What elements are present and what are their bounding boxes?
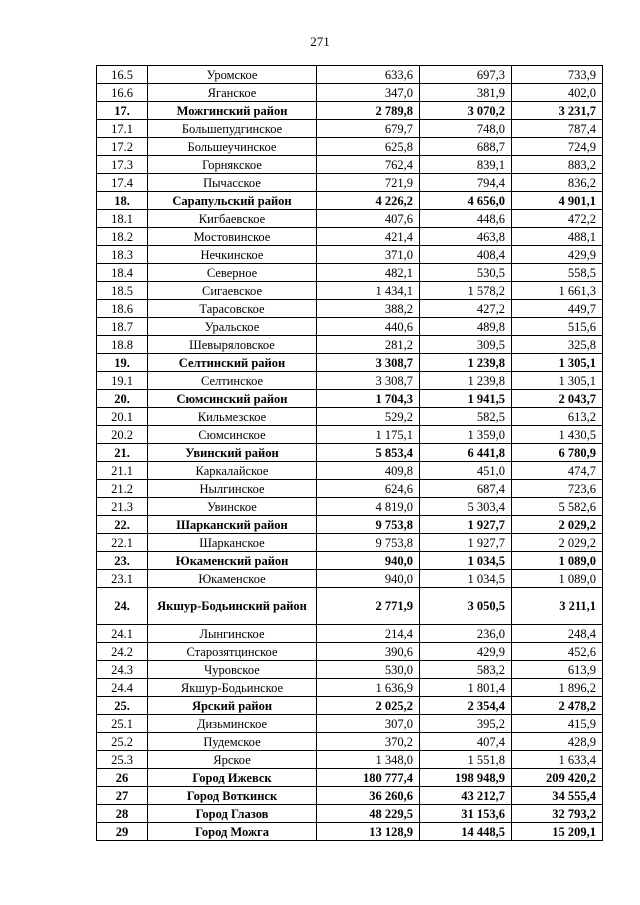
value-col-3: 1 430,5 (512, 426, 603, 444)
table-row (97, 138, 603, 156)
value-col-1: 347,0 (317, 84, 420, 102)
value-col-1: 371,0 (317, 246, 420, 264)
row-name: Пычасское (148, 174, 317, 192)
value-col-3: 209 420,2 (512, 769, 603, 787)
value-col-1: 679,7 (317, 120, 420, 138)
value-col-1: 180 777,4 (317, 769, 420, 787)
value-col-1: 2 789,8 (317, 102, 420, 120)
value-col-1: 3 308,7 (317, 372, 420, 390)
value-col-2: 395,2 (420, 715, 512, 733)
table-row (97, 643, 603, 661)
value-col-2: 3 050,5 (420, 588, 512, 625)
value-col-2: 1 927,7 (420, 516, 512, 534)
value-col-3: 613,2 (512, 408, 603, 426)
value-col-3: 613,9 (512, 661, 603, 679)
row-number: 24.2 (97, 643, 148, 661)
value-col-1: 940,0 (317, 570, 420, 588)
value-col-1: 2 025,2 (317, 697, 420, 715)
row-number: 26 (97, 769, 148, 787)
value-col-1: 4 819,0 (317, 498, 420, 516)
table-row (97, 390, 603, 408)
value-col-2: 688,7 (420, 138, 512, 156)
table-row (97, 174, 603, 192)
row-number: 24. (97, 588, 148, 625)
table-row (97, 462, 603, 480)
table-row (97, 733, 603, 751)
value-col-3: 883,2 (512, 156, 603, 174)
table-row (97, 264, 603, 282)
value-col-1: 409,8 (317, 462, 420, 480)
row-number: 18.1 (97, 210, 148, 228)
row-name: Якшур-Бодьинское (148, 679, 317, 697)
row-number: 22.1 (97, 534, 148, 552)
value-col-3: 2 029,2 (512, 534, 603, 552)
value-col-3: 1 089,0 (512, 570, 603, 588)
value-col-1: 2 771,9 (317, 588, 420, 625)
table-row (97, 318, 603, 336)
row-number: 19.1 (97, 372, 148, 390)
value-col-2: 1 927,7 (420, 534, 512, 552)
value-col-1: 13 128,9 (317, 823, 420, 841)
value-col-1: 1 348,0 (317, 751, 420, 769)
row-name: Селтинский район (148, 354, 317, 372)
value-col-2: 381,9 (420, 84, 512, 102)
table-row (97, 805, 603, 823)
table-row (97, 426, 603, 444)
value-col-1: 1 434,1 (317, 282, 420, 300)
table-row (97, 102, 603, 120)
value-col-1: 390,6 (317, 643, 420, 661)
value-col-2: 582,5 (420, 408, 512, 426)
value-col-1: 9 753,8 (317, 516, 420, 534)
value-col-2: 448,6 (420, 210, 512, 228)
value-col-2: 530,5 (420, 264, 512, 282)
row-name: Шевыряловское (148, 336, 317, 354)
row-name: Яганское (148, 84, 317, 102)
row-number: 21.3 (97, 498, 148, 516)
value-col-3: 32 793,2 (512, 805, 603, 823)
row-name: Город Можга (148, 823, 317, 841)
value-col-1: 4 226,2 (317, 192, 420, 210)
value-col-3: 515,6 (512, 318, 603, 336)
value-col-1: 633,6 (317, 66, 420, 84)
row-name: Старозятцинское (148, 643, 317, 661)
row-number: 18.7 (97, 318, 148, 336)
page-number: 271 (310, 34, 330, 49)
table-row (97, 588, 603, 625)
value-col-1: 5 853,4 (317, 444, 420, 462)
row-name: Горнякское (148, 156, 317, 174)
table-row (97, 246, 603, 264)
value-col-2: 1 551,8 (420, 751, 512, 769)
value-col-3: 4 901,1 (512, 192, 603, 210)
table-row (97, 787, 603, 805)
value-col-1: 940,0 (317, 552, 420, 570)
value-col-3: 724,9 (512, 138, 603, 156)
table-row (97, 823, 603, 841)
row-number: 19. (97, 354, 148, 372)
value-col-2: 31 153,6 (420, 805, 512, 823)
table-row (97, 66, 603, 84)
value-col-1: 1 636,9 (317, 679, 420, 697)
row-name: Можгинский район (148, 102, 317, 120)
value-col-3: 472,2 (512, 210, 603, 228)
table-body (97, 66, 603, 841)
row-name: Сюмсинское (148, 426, 317, 444)
row-name: Каркалайское (148, 462, 317, 480)
value-col-2: 1 359,0 (420, 426, 512, 444)
value-col-1: 407,6 (317, 210, 420, 228)
row-name: Город Глазов (148, 805, 317, 823)
value-col-2: 489,8 (420, 318, 512, 336)
row-name: Шарканское (148, 534, 317, 552)
row-number: 16.6 (97, 84, 148, 102)
row-name: Город Воткинск (148, 787, 317, 805)
row-number: 17.1 (97, 120, 148, 138)
row-number: 25.3 (97, 751, 148, 769)
row-number: 18.3 (97, 246, 148, 264)
value-col-2: 1 239,8 (420, 354, 512, 372)
value-col-2: 14 448,5 (420, 823, 512, 841)
value-col-3: 1 305,1 (512, 372, 603, 390)
table-row (97, 120, 603, 138)
row-number: 21.1 (97, 462, 148, 480)
table-row (97, 210, 603, 228)
row-name: Северное (148, 264, 317, 282)
value-col-3: 1 089,0 (512, 552, 603, 570)
row-number: 16.5 (97, 66, 148, 84)
row-name: Пудемское (148, 733, 317, 751)
value-col-3: 787,4 (512, 120, 603, 138)
row-number: 29 (97, 823, 148, 841)
table-row (97, 228, 603, 246)
row-number: 17.2 (97, 138, 148, 156)
row-number: 28 (97, 805, 148, 823)
row-name: Уральское (148, 318, 317, 336)
value-col-2: 3 070,2 (420, 102, 512, 120)
row-name: Чуровское (148, 661, 317, 679)
value-col-3: 415,9 (512, 715, 603, 733)
row-name: Кигбаевское (148, 210, 317, 228)
value-col-3: 248,4 (512, 625, 603, 643)
row-number: 17. (97, 102, 148, 120)
value-col-2: 4 656,0 (420, 192, 512, 210)
table-row (97, 570, 603, 588)
table-row (97, 715, 603, 733)
row-number: 21. (97, 444, 148, 462)
value-col-3: 3 231,7 (512, 102, 603, 120)
row-name: Ярское (148, 751, 317, 769)
row-number: 18.5 (97, 282, 148, 300)
value-col-2: 463,8 (420, 228, 512, 246)
row-name: Юкаменский район (148, 552, 317, 570)
row-name: Нылгинское (148, 480, 317, 498)
row-number: 21.2 (97, 480, 148, 498)
row-number: 18.6 (97, 300, 148, 318)
value-col-3: 836,2 (512, 174, 603, 192)
value-col-2: 748,0 (420, 120, 512, 138)
value-col-2: 309,5 (420, 336, 512, 354)
table-row (97, 498, 603, 516)
row-name: Большепудгинское (148, 120, 317, 138)
table-row (97, 769, 603, 787)
value-col-2: 1 941,5 (420, 390, 512, 408)
row-number: 18.4 (97, 264, 148, 282)
value-col-3: 2 043,7 (512, 390, 603, 408)
value-col-2: 407,4 (420, 733, 512, 751)
value-col-3: 1 896,2 (512, 679, 603, 697)
table-row (97, 156, 603, 174)
row-name: Ярский район (148, 697, 317, 715)
table-row (97, 192, 603, 210)
row-number: 20.1 (97, 408, 148, 426)
row-name: Сарапульский район (148, 192, 317, 210)
value-col-1: 370,2 (317, 733, 420, 751)
value-col-1: 440,6 (317, 318, 420, 336)
row-number: 25. (97, 697, 148, 715)
value-col-1: 388,2 (317, 300, 420, 318)
value-col-2: 198 948,9 (420, 769, 512, 787)
value-col-3: 2 029,2 (512, 516, 603, 534)
row-name: Дизьминское (148, 715, 317, 733)
value-col-3: 1 633,4 (512, 751, 603, 769)
value-col-2: 839,1 (420, 156, 512, 174)
value-col-2: 6 441,8 (420, 444, 512, 462)
value-col-1: 721,9 (317, 174, 420, 192)
value-col-2: 1 578,2 (420, 282, 512, 300)
value-col-1: 624,6 (317, 480, 420, 498)
value-col-3: 402,0 (512, 84, 603, 102)
row-number: 20. (97, 390, 148, 408)
value-col-2: 427,2 (420, 300, 512, 318)
value-col-3: 1 305,1 (512, 354, 603, 372)
row-name: Лынгинское (148, 625, 317, 643)
table-row (97, 282, 603, 300)
value-col-2: 794,4 (420, 174, 512, 192)
value-col-2: 1 034,5 (420, 552, 512, 570)
row-name: Уромское (148, 66, 317, 84)
row-number: 17.3 (97, 156, 148, 174)
value-col-2: 5 303,4 (420, 498, 512, 516)
row-name: Кильмезское (148, 408, 317, 426)
value-col-2: 236,0 (420, 625, 512, 643)
value-col-2: 2 354,4 (420, 697, 512, 715)
value-col-3: 2 478,2 (512, 697, 603, 715)
value-col-2: 687,4 (420, 480, 512, 498)
row-number: 25.2 (97, 733, 148, 751)
row-number: 23. (97, 552, 148, 570)
value-col-1: 762,4 (317, 156, 420, 174)
row-number: 22. (97, 516, 148, 534)
row-name: Увинский район (148, 444, 317, 462)
value-col-2: 451,0 (420, 462, 512, 480)
value-col-1: 529,2 (317, 408, 420, 426)
row-name: Мостовинское (148, 228, 317, 246)
value-col-2: 1 239,8 (420, 372, 512, 390)
row-name: Сюмсинский район (148, 390, 317, 408)
row-number: 27 (97, 787, 148, 805)
table-row (97, 372, 603, 390)
row-name: Селтинское (148, 372, 317, 390)
row-name: Нечкинское (148, 246, 317, 264)
value-col-3: 5 582,6 (512, 498, 603, 516)
value-col-3: 449,7 (512, 300, 603, 318)
row-name: Юкаменское (148, 570, 317, 588)
row-number: 18. (97, 192, 148, 210)
value-col-2: 1 034,5 (420, 570, 512, 588)
table-row (97, 751, 603, 769)
value-col-3: 558,5 (512, 264, 603, 282)
value-col-2: 697,3 (420, 66, 512, 84)
value-col-1: 421,4 (317, 228, 420, 246)
value-col-2: 43 212,7 (420, 787, 512, 805)
row-number: 17.4 (97, 174, 148, 192)
value-col-1: 3 308,7 (317, 354, 420, 372)
value-col-3: 733,9 (512, 66, 603, 84)
row-number: 18.2 (97, 228, 148, 246)
value-col-1: 281,2 (317, 336, 420, 354)
value-col-1: 1 704,3 (317, 390, 420, 408)
table-row (97, 661, 603, 679)
table-row (97, 534, 603, 552)
value-col-3: 3 211,1 (512, 588, 603, 625)
table-row (97, 408, 603, 426)
row-name: Сигаевское (148, 282, 317, 300)
row-name: Шарканский район (148, 516, 317, 534)
row-name: Тарасовское (148, 300, 317, 318)
row-number: 20.2 (97, 426, 148, 444)
table-row (97, 300, 603, 318)
value-col-3: 34 555,4 (512, 787, 603, 805)
value-col-1: 9 753,8 (317, 534, 420, 552)
row-number: 24.3 (97, 661, 148, 679)
value-col-3: 1 661,3 (512, 282, 603, 300)
value-col-1: 307,0 (317, 715, 420, 733)
table-row (97, 552, 603, 570)
value-col-1: 482,1 (317, 264, 420, 282)
row-name: Большеучинское (148, 138, 317, 156)
row-name: Увинское (148, 498, 317, 516)
table-row (97, 480, 603, 498)
value-col-3: 325,8 (512, 336, 603, 354)
table-row (97, 444, 603, 462)
value-col-3: 6 780,9 (512, 444, 603, 462)
value-col-1: 625,8 (317, 138, 420, 156)
table-row (97, 697, 603, 715)
row-number: 24.1 (97, 625, 148, 643)
value-col-2: 583,2 (420, 661, 512, 679)
row-name: Город Ижевск (148, 769, 317, 787)
value-col-2: 429,9 (420, 643, 512, 661)
table-row (97, 516, 603, 534)
row-number: 24.4 (97, 679, 148, 697)
value-col-3: 474,7 (512, 462, 603, 480)
value-col-3: 428,9 (512, 733, 603, 751)
budget-table (96, 65, 603, 841)
value-col-3: 488,1 (512, 228, 603, 246)
table-row (97, 84, 603, 102)
table-row (97, 336, 603, 354)
value-col-3: 452,6 (512, 643, 603, 661)
row-number: 18.8 (97, 336, 148, 354)
table-row (97, 625, 603, 643)
value-col-1: 214,4 (317, 625, 420, 643)
row-name: Якшур-Бодьинский район (148, 588, 317, 625)
value-col-1: 1 175,1 (317, 426, 420, 444)
value-col-1: 36 260,6 (317, 787, 420, 805)
value-col-1: 530,0 (317, 661, 420, 679)
row-number: 23.1 (97, 570, 148, 588)
value-col-3: 429,9 (512, 246, 603, 264)
value-col-3: 723,6 (512, 480, 603, 498)
table-row (97, 679, 603, 697)
value-col-1: 48 229,5 (317, 805, 420, 823)
value-col-2: 408,4 (420, 246, 512, 264)
table-row (97, 354, 603, 372)
row-number: 25.1 (97, 715, 148, 733)
value-col-3: 15 209,1 (512, 823, 603, 841)
value-col-2: 1 801,4 (420, 679, 512, 697)
